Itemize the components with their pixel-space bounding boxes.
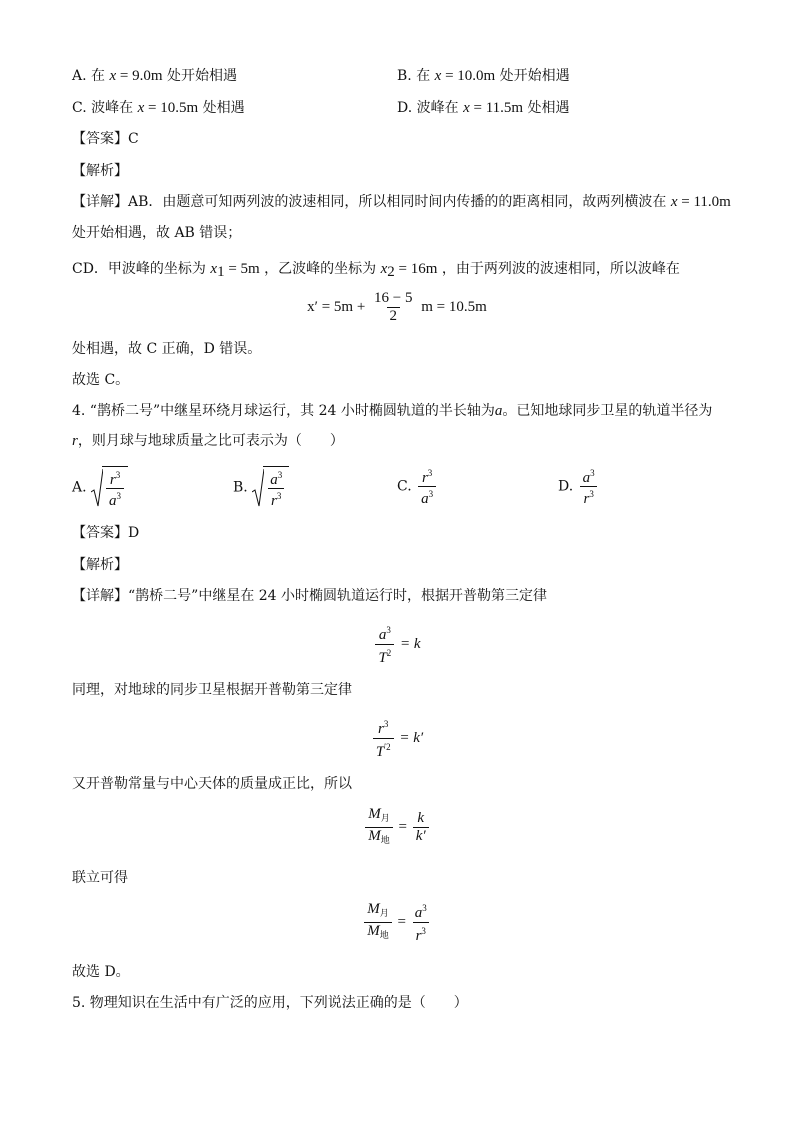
q4-detail-line-4: 联立可得 [72, 870, 128, 886]
q3-option-d: D. 波峰在 x = 11.5m 处相遇 [397, 100, 570, 116]
q3-answer: 【答案】C [72, 131, 139, 147]
q3-analysis-heading: 【解析】 [72, 163, 128, 179]
q4-answer: 【答案】D [72, 525, 140, 541]
q3-option-a: A. 在 x = 9.0m 处开始相遇 [72, 68, 237, 84]
q4-option-c: C. $\frac{r^3}{a^3}$ [397, 466, 438, 507]
q3-option-c: C. 波峰在 x = 10.5m 处相遇 [72, 100, 245, 116]
sqrt-symbol: $\frac{a^3}{r^3}$ [252, 466, 289, 509]
q3-detail-line-4: 处相遇，故 C 正确，D 错误。 [72, 341, 262, 357]
q3-option-b: B. 在 x = 10.0m 处开始相遇 [397, 68, 570, 84]
q5-stem: 5. 物理知识在生活中有广泛的应用，下列说法正确的是（ ） [72, 995, 468, 1011]
equation-fraction: $\frac{16 - 5}{2}$ [374, 290, 413, 324]
q4-stem-line-2: r，则月球与地球质量之比可表示为（ ） [72, 433, 344, 449]
q3-detail-line-3: CD．甲波峰的坐标为 $x_1 = 5m$ ，乙波峰的坐标为 $x_2 = 16m$ ，由于两列波的波速相同，所以波峰在 [72, 261, 680, 280]
q4-option-d: D. $\frac{a^3}{r^3}$ [558, 466, 600, 507]
mass-ratio-equation-k: $\frac{M_月}{M_地}$ = $\frac{k}{k'}$ [0, 806, 794, 849]
q3-detail-line-5: 故选 C。 [72, 372, 130, 388]
q4-option-a: A. $\frac{r^3}{a^3}$ [72, 466, 128, 509]
mass-ratio-equation-result: $\frac{M_月}{M_地}$ = $\frac{a^3}{r^3}$ [0, 900, 794, 945]
q4-detail-line-5: 故选 D。 [72, 964, 130, 980]
kepler-equation-earth: $\frac{r^3}{T^{'2}}$ = k′ [0, 716, 794, 761]
q4-analysis-heading: 【解析】 [72, 557, 128, 573]
q4-detail-line-1: 【详解】“鹊桥二号”中继星在 24 小时椭圆轨道运行时，根据开普勒第三定律 [72, 588, 548, 604]
sqrt-symbol: $\frac{r^3}{a^3}$ [91, 466, 128, 509]
q3-detail-line-1: 【详解】AB．由题意可知两列波的波速相同，所以相同时间内传播的的距离相同，故两列横波在 x = 11.0m [72, 194, 731, 210]
kepler-equation-moon: $\frac{a^3}{T^2}$ = k [0, 622, 794, 667]
q4-detail-line-2: 同理，对地球的同步卫星根据开普勒第三定律 [72, 682, 352, 698]
q3-detail-line-2: 处开始相遇，故 AB 错误； [72, 225, 242, 241]
wave-crest-equation: x′ = 5m + $\frac{16 - 5}{2}$ m = 10.5m [307, 290, 487, 324]
q4-detail-line-3: 又开普勒常量与中心天体的质量成正比，所以 [72, 776, 352, 792]
q4-option-b: B. $\frac{a^3}{r^3}$ [233, 466, 289, 509]
q4-stem-line-1: 4. “鹊桥二号”中继星环绕月球运行，其 24 小时椭圆轨道的半长轴为a。已知地球同步卫星的轨道半径为 [72, 403, 713, 419]
